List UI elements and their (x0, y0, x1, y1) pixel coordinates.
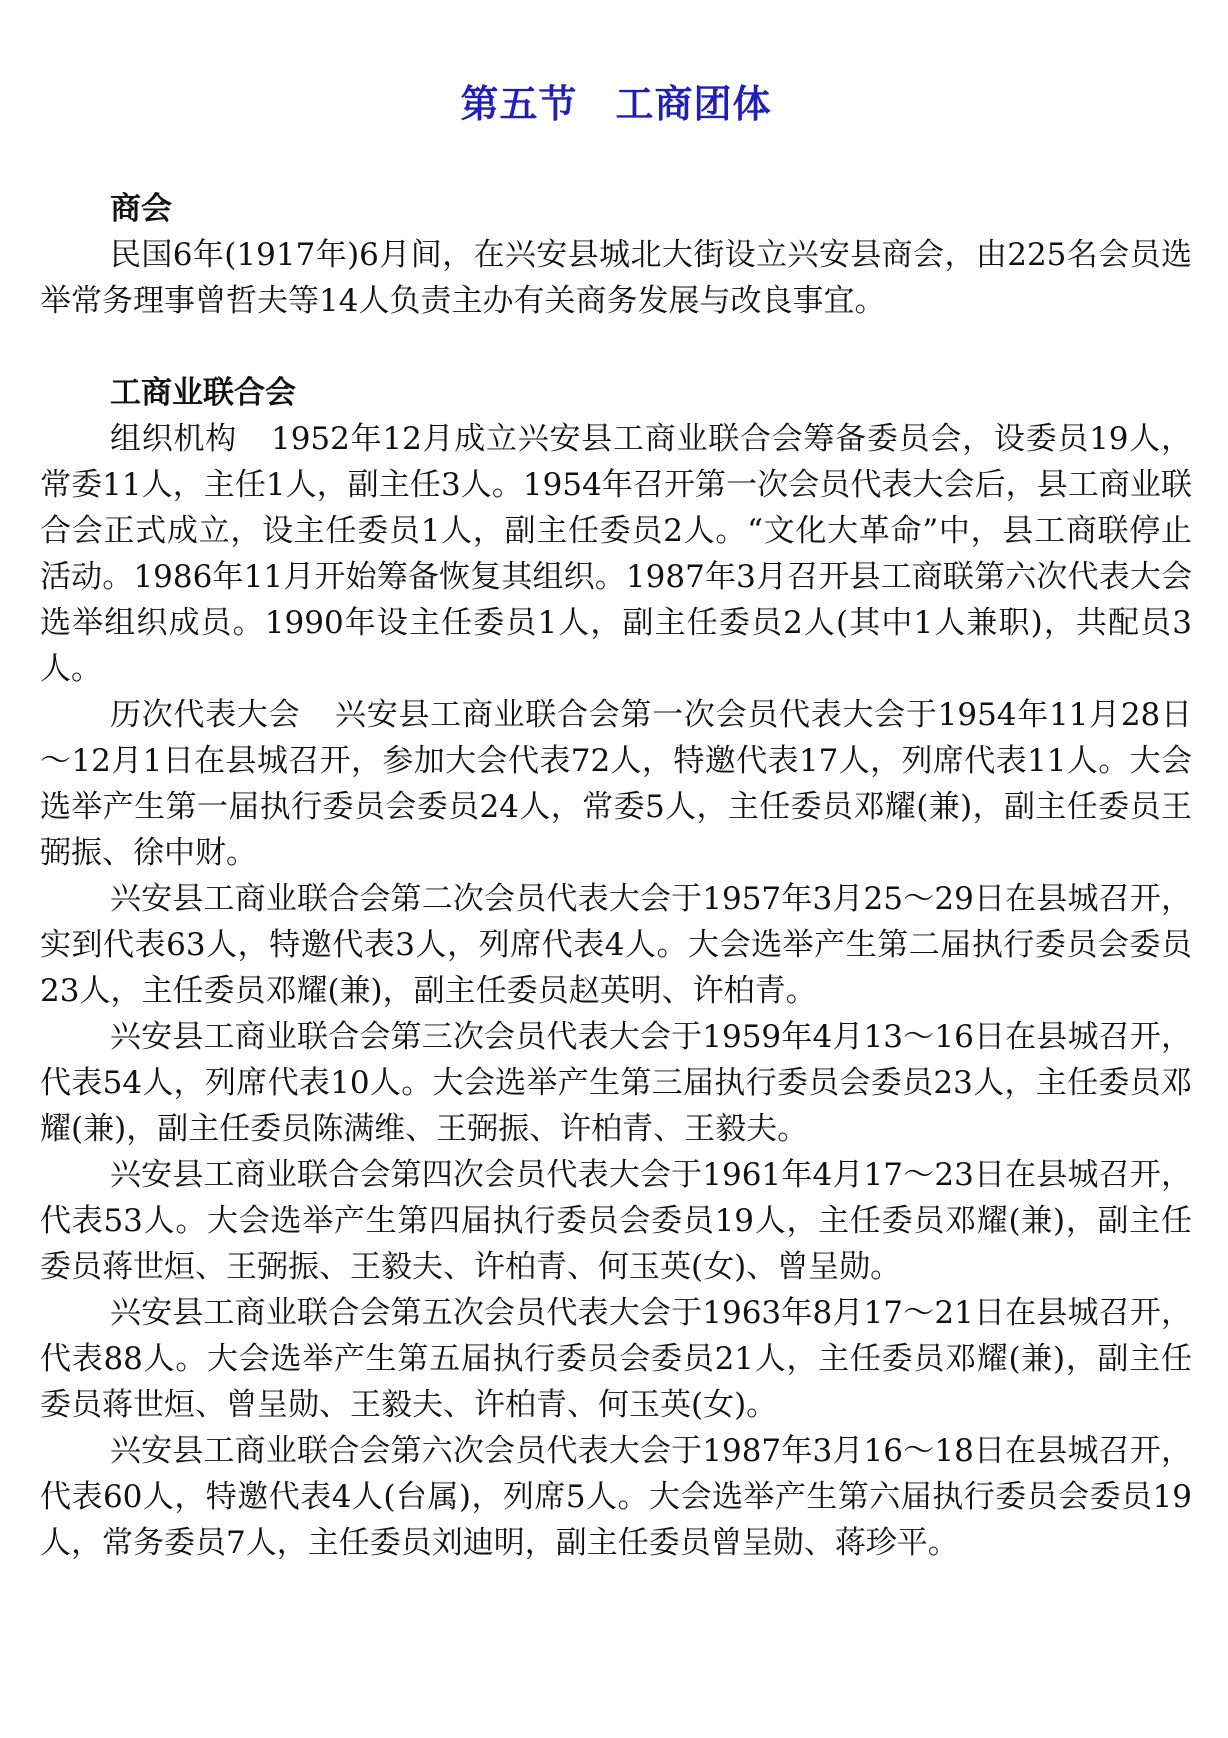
paragraph: 兴安县工商业联合会第六次会员代表大会于1987年3月16～18日在县城召开，代表60人，特邀代表4人(台属)，列席5人。大会选举产生第六届执行委员会委员19人，常务委员7人，主任委员刘迪明，副主任委员曾呈勋、蒋珍平。 (40, 1433, 1192, 1561)
section-heading: 工商业联合会 (110, 375, 296, 411)
paragraph: 兴安县工商业联合会第三次会员代表大会于1959年4月13～16日在县城召开，代表54人，列席代表10人。大会选举产生第三届执行委员会委员23人，主任委员邓耀(兼)，副主任委员陈满维、王弼振、许柏青、王毅夫。 (40, 1019, 1192, 1147)
paragraph: 兴安县工商业联合会第四次会员代表大会于1961年4月17～23日在县城召开，代表53人。大会选举产生第四届执行委员会委员19人，主任委员邓耀(兼)，副主任委员蒋世烜、王弼振、王毅夫、许柏青、何玉英(女)、曾呈勋。 (40, 1157, 1192, 1285)
section-heading: 商会 (110, 191, 172, 227)
title-section-number: 第五节 (460, 82, 578, 126)
document-page (40, 0, 1192, 1566)
section-chamber-of-commerce (40, 186, 1192, 324)
paragraph-text: 1952年12月成立兴安县工商业联合会筹备委员会，设委员19人，常委11人，主任1人，副主任3人。1954年召开第一次会员代表大会后，县工商业联合会正式成立，设主任委员1人，副主任委员2人。“文化大革命”中，县工商联停止活动。1986年11月开始筹备恢复其组织。1987年3月召开县工商联第六次代表大会选举组织成员。1990年设主任委员1人，副主任委员2人(其中1人兼职)，共配员3人。 (40, 421, 1192, 687)
paragraph: 兴安县工商业联合会第五次会员代表大会于1963年8月17～21日在县城召开，代表88人。大会选举产生第五届执行委员会委员21人，主任委员邓耀(兼)，副主任委员蒋世烜、曾呈勋、王毅夫、许柏青、何玉英(女)。 (40, 1295, 1192, 1423)
paragraph: 兴安县工商业联合会第二次会员代表大会于1957年3月25～29日在县城召开，实到代表63人，特邀代表3人，列席代表4人。大会选举产生第二届执行委员会委员23人，主任委员邓耀(兼)，副主任委员赵英明、许柏青。 (40, 881, 1192, 1009)
paragraph-text: 兴安县工商业联合会第一次会员代表大会于1954年11月28日～12月1日在县城召开，参加大会代表72人，特邀代表17人，列席代表11人。大会选举产生第一届执行委员会委员24人，常委5人，主任委员邓耀(兼)，副主任委员王弼振、徐中财。 (40, 697, 1192, 871)
page-title (40, 76, 1192, 132)
paragraph-lead-label: 历次代表大会 (110, 697, 301, 733)
title-section-name: 工商团体 (615, 82, 772, 126)
paragraph-lead-label: 组织机构 (110, 421, 237, 457)
paragraph-congress (40, 692, 1192, 876)
section-federation-of-industry-commerce (40, 370, 1192, 1566)
paragraph-organization (40, 416, 1192, 692)
paragraph: 民国6年(1917年)6月间，在兴安县城北大街设立兴安县商会，由225名会员选举常务理事曾哲夫等14人负责主办有关商务发展与改良事宜。 (40, 237, 1192, 319)
